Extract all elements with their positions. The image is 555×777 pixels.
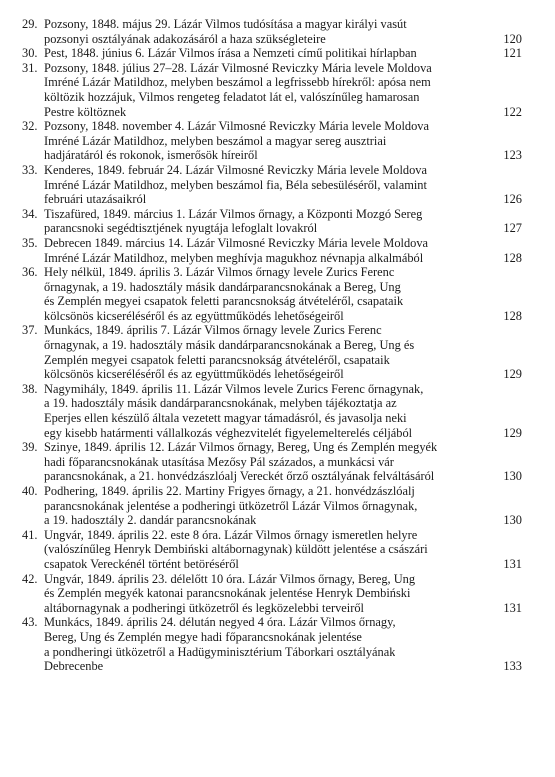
entry-line <box>44 280 522 295</box>
entry-body <box>44 17 522 46</box>
toc-entry <box>22 265 522 323</box>
entry-line <box>44 615 522 630</box>
entry-line <box>44 411 522 426</box>
entry-number: 39. <box>22 440 38 455</box>
entry-number: 40. <box>22 484 38 498</box>
entry-number: 36. <box>22 265 38 280</box>
entry-title-line: parancsnokának jelentése a podheringi ütközetről Lázár Vilmos őrnagynak, <box>44 498 418 513</box>
entry-number: 43. <box>22 615 38 630</box>
entry-line <box>44 382 522 397</box>
page-number: 126 <box>503 192 522 207</box>
entry-title-line: Pozsony, 1848. július 27–28. Lázár Vilmosné Reviczky Mária levele Moldova <box>44 60 432 75</box>
entry-line <box>44 353 522 368</box>
entry-body <box>44 572 522 616</box>
page-number: 127 <box>503 221 522 236</box>
entry-line <box>44 659 522 674</box>
entry-title-line: Tiszafüred, 1849. március 1. Lázár Vilmos őrnagy, a Központi Mozgó Sereg <box>44 206 423 221</box>
entry-title-line: Imréné Lázár Matildhoz, melyben beszámol a legfrissebb hírekről: apósa nem <box>44 75 431 90</box>
entry-number: 30. <box>22 46 38 61</box>
entry-line <box>44 148 522 163</box>
entry-line <box>44 645 522 660</box>
entry-title-line: Nagymihály, 1849. április 11. Lázár Vilmos levele Zurics Ferenc őrnagynak, <box>44 381 424 396</box>
entry-body <box>44 207 522 236</box>
entry-line <box>44 367 522 382</box>
entry-line <box>44 586 522 601</box>
entry-number: 41. <box>22 527 38 542</box>
page-number: 131 <box>503 556 522 571</box>
entry-line <box>44 265 522 280</box>
entry-body <box>44 323 522 381</box>
entry-line <box>44 309 522 324</box>
entry-line <box>44 90 522 105</box>
entry-line <box>44 557 522 572</box>
entry-title-line: a 19. hadosztály másik dandárparancsnokának, melyben tájékoztatja az <box>44 396 397 411</box>
entry-line <box>44 440 522 455</box>
entry-line <box>44 178 522 193</box>
entry-title-line: Pest, 1848. június 6. Lázár Vilmos írása a Nemzeti című politikai hírlapban <box>44 46 417 61</box>
entry-number: 37. <box>22 323 38 338</box>
entry-title-line: Ungvár, 1849. április 23. délelőtt 10 óra. Lázár Vilmos őrnagy, Bereg, Ung <box>44 571 416 586</box>
toc-entry <box>22 236 522 265</box>
page-number: 128 <box>503 308 522 323</box>
page-number: 121 <box>503 46 522 61</box>
entry-title-line: hadi főparancsnokának utasítása Mezősy Pál százados, a munkácsi vár <box>44 454 394 469</box>
toc-entry <box>22 46 522 61</box>
entry-number: 32. <box>22 119 38 134</box>
entry-body <box>44 46 522 61</box>
entry-line <box>44 426 522 441</box>
toc-entry <box>22 323 522 381</box>
entry-body <box>44 528 522 572</box>
entry-title-line: Pozsony, 1848. november 4. Lázár Vilmosné Reviczky Mária levele Moldova <box>44 119 429 134</box>
toc-entry <box>22 207 522 236</box>
entry-number: 34. <box>22 206 38 221</box>
entry-line <box>44 251 522 266</box>
entry-line <box>44 572 522 587</box>
entry-line <box>44 484 522 499</box>
entry-body <box>44 236 522 265</box>
entry-line <box>44 46 522 61</box>
entry-line <box>44 542 522 557</box>
entry-title-line: (valószínűleg Henryk Dembiński altábornagynak) küldött jelentése a császári <box>44 542 428 557</box>
entry-title-line: egy kisebb határmenti vállalkozás véghezvitelét figyelemelterelés céljából <box>44 425 413 440</box>
entry-body <box>44 615 522 673</box>
entry-line <box>44 601 522 616</box>
entry-body <box>44 382 522 440</box>
page-number: 122 <box>503 104 522 119</box>
entry-title-line: Imréné Lázár Matildhoz, melyben meghívja magukhoz névnapja alkalmából <box>44 250 424 265</box>
toc-entry <box>22 119 522 163</box>
entry-line <box>44 469 522 484</box>
entry-body <box>44 119 522 163</box>
entry-title-line: parancsnokának, a 21. honvédzászlóalj Vereckét őrző osztályának felváltásáról <box>44 469 435 484</box>
entry-number: 31. <box>22 60 38 75</box>
entry-line <box>44 338 522 353</box>
entry-body <box>44 484 522 528</box>
entry-line <box>44 105 522 120</box>
entry-number: 33. <box>22 162 38 177</box>
entry-title-line: parancsnoki segédtisztjének nyugtája lefoglalt lovakról <box>44 221 318 236</box>
entry-line <box>44 455 522 470</box>
entry-title-line: Ungvár, 1849. április 22. este 8 óra. Lázár Vilmos őrnagy ismeretlen helyre <box>44 527 418 542</box>
entry-title-line: pozsonyi osztályának adakozásáról a haza szükségleteire <box>44 31 326 46</box>
entry-line <box>44 207 522 222</box>
toc-entry <box>22 572 522 616</box>
toc-entry <box>22 61 522 119</box>
toc-entry <box>22 440 522 484</box>
table-of-contents <box>22 17 522 674</box>
entry-number: 35. <box>22 235 38 250</box>
entry-number: 42. <box>22 571 38 586</box>
entry-title-line: Eperjes ellen készülő általa vezetett magyar támadásról, és javasolja neki <box>44 411 407 426</box>
entry-line <box>44 221 522 236</box>
entry-body <box>44 163 522 207</box>
entry-line <box>44 236 522 251</box>
entry-line <box>44 32 522 47</box>
entry-title-line: Pozsony, 1848. május 29. Lázár Vilmos tudósítása a magyar királyi vasút <box>44 17 407 31</box>
toc-entry <box>22 528 522 572</box>
entry-title-line: Munkács, 1849. április 7. Lázár Vilmos őrnagy levele Zurics Ferenc <box>44 323 382 338</box>
entry-title-line: kölcsönös kicseréléséről és az együttműködés lehetőségeiről <box>44 308 344 323</box>
entry-line <box>44 630 522 645</box>
entry-title-line: őrnagynak, a 19. hadosztály másik dandárparancsnokának a Bereg, Ung <box>44 279 401 294</box>
page-number: 130 <box>503 513 522 528</box>
entry-line <box>44 192 522 207</box>
entry-title-line: hadjáratáról és rokonok, ismerősök híreiről <box>44 148 258 163</box>
entry-body <box>44 61 522 119</box>
entry-title-line: Kenderes, 1849. február 24. Lázár Vilmosné Reviczky Mária levele Moldova <box>44 162 428 177</box>
entry-title-line: Debrecenbe <box>44 659 104 674</box>
entry-title-line: a 19. hadosztály 2. dandár parancsnokának <box>44 513 257 528</box>
entry-title-line: és Zemplén megyei csapatok feletti parancsnokság átvételéről, csapataik <box>44 294 404 309</box>
entry-line <box>44 513 522 528</box>
entry-title-line: Szinye, 1849. április 12. Lázár Vilmos őrnagy, Bereg, Ung és Zemplén megyék <box>44 440 438 455</box>
toc-entry <box>22 484 522 528</box>
entry-body <box>44 265 522 323</box>
entry-title-line: Zemplén megyei csapatok feletti parancsnokság átvételéről, csapataik <box>44 352 390 367</box>
page-number: 129 <box>503 425 522 440</box>
entry-title-line: Podhering, 1849. április 22. Martiny Frigyes őrnagy, a 21. honvédzászlóalj <box>44 484 415 498</box>
entry-body <box>44 440 522 484</box>
entry-title-line: csapatok Vereckénél történt betöréséről <box>44 556 239 571</box>
entry-title-line: őrnagynak, a 19. hadosztály másik dandárparancsnokának a Bereg, Ung és <box>44 338 415 353</box>
entry-line <box>44 323 522 338</box>
entry-line <box>44 119 522 134</box>
entry-line <box>44 134 522 149</box>
entry-line <box>44 61 522 76</box>
toc-entry <box>22 382 522 440</box>
entry-line <box>44 163 522 178</box>
page-number: 130 <box>503 469 522 484</box>
entry-title-line: februári utazásaikról <box>44 192 147 207</box>
page-number: 128 <box>503 250 522 265</box>
entry-number: 38. <box>22 381 38 396</box>
entry-title-line: Debrecen 1849. március 14. Lázár Vilmosné Reviczky Mária levele Moldova <box>44 235 429 250</box>
entry-title-line: és Zemplén megyék katonai parancsnokának jelentése Henryk Dembiński <box>44 586 411 601</box>
page-number: 133 <box>503 659 522 674</box>
entry-title-line: Hely nélkül, 1849. április 3. Lázár Vilmos őrnagy levele Zurics Ferenc <box>44 265 395 280</box>
entry-line <box>44 294 522 309</box>
entry-title-line: Bereg, Ung és Zemplén megye hadi főparancsnokának jelentése <box>44 629 362 644</box>
entry-line <box>44 528 522 543</box>
entry-title-line: költözik hozzájuk, Vilmos rengeteg feladatot lát el, valószínűleg hamarosan <box>44 89 420 104</box>
entry-line <box>44 75 522 90</box>
toc-entry <box>22 615 522 673</box>
entry-title-line: altábornagynak a podheringi ütközetről és legközelebbi terveiről <box>44 600 364 615</box>
page-number: 131 <box>503 600 522 615</box>
entry-title-line: Imréné Lázár Matildhoz, melyben beszámol a magyar sereg ausztriai <box>44 133 387 148</box>
page-number: 120 <box>503 31 522 46</box>
entry-title-line: a pondheringi ütközetről a Hadügyminisztérium Táborkari osztályának <box>44 644 396 659</box>
entry-title-line: Munkács, 1849. április 24. délután negyed 4 óra. Lázár Vilmos őrnagy, <box>44 615 396 630</box>
entry-title-line: Pestre költöznek <box>44 104 127 119</box>
toc-entry <box>22 163 522 207</box>
entry-title-line: kölcsönös kicseréléséről és az együttműködés lehetőségeiről <box>44 367 344 382</box>
entry-line <box>44 499 522 514</box>
toc-entry <box>22 17 522 46</box>
entry-number: 29. <box>22 17 38 31</box>
page-number: 129 <box>503 367 522 382</box>
entry-line <box>44 396 522 411</box>
page-number: 123 <box>503 148 522 163</box>
entry-line <box>44 17 522 32</box>
entry-title-line: Imréné Lázár Matildhoz, melyben beszámol fia, Béla sebesüléséről, valamint <box>44 177 427 192</box>
